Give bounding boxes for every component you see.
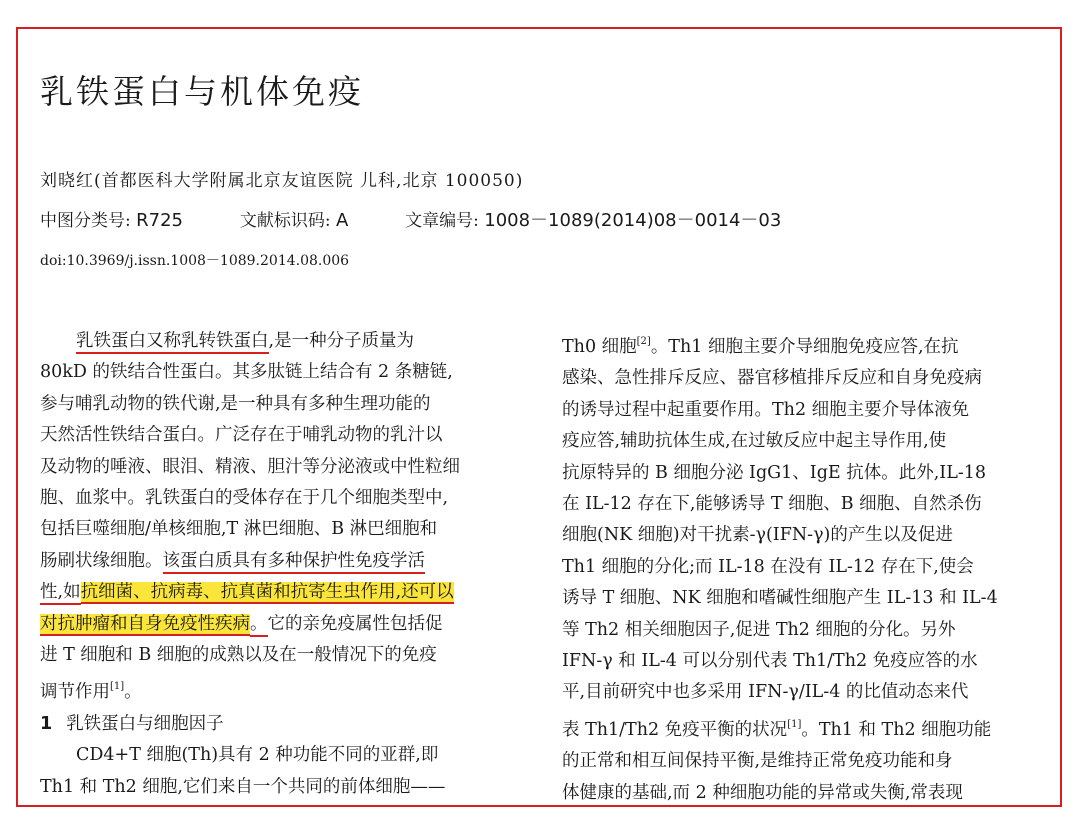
paragraph-line: 进 T 细胞和 B 细胞的成熟以及在一般情况下的免疫 — [40, 645, 437, 666]
class-value: R725 — [136, 210, 184, 231]
paragraph-line: 体健康的基础,而 2 种细胞功能的异常或失衡,常表现 — [562, 782, 963, 803]
paragraph-line: 表 Th1/Th2 免疫平衡的状况[1]。Th1 和 Th2 细胞功能 — [562, 718, 992, 740]
underlined-text: 乳铁蛋白又称乳转铁蛋白 — [76, 331, 269, 354]
paragraph-line: IFN-γ 和 IL-4 可以分别代表 Th1/Th2 免疫应答的水 — [562, 651, 978, 672]
paragraph-line: Th0 细胞[2]。Th1 细胞主要介导细胞免疫应答,在抗 — [562, 336, 959, 357]
left-column — [40, 326, 518, 803]
citation-ref: [2] — [636, 336, 651, 347]
section-heading — [40, 709, 518, 740]
doi-line: doi:10.3969/j.issn.1008－1089.2014.08.006 — [40, 253, 350, 269]
paragraph-line: 调节作用[1]。 — [40, 681, 142, 703]
author-affiliation: 刘晓红(首都医科大学附属北京友谊医院 儿科,北京 100050) — [40, 171, 524, 191]
article-no-value: 1008－1089(2014)08－0014－03 — [484, 210, 782, 231]
paragraph-line: 的正常和相互间保持平衡,是维持正常免疫功能和身 — [562, 751, 953, 772]
paragraph-line: 对抗肿瘤和自身免疫性疾病。它的亲免疫属性包括促 — [40, 609, 518, 640]
underlined-text: 该蛋白质具有多种保护性免疫学活 — [163, 551, 426, 574]
docid-label: 文献标识码: — [239, 211, 331, 231]
paragraph-line: 疫应答,辅助抗体生成,在过敏反应中起主导作用,使 — [562, 431, 947, 452]
paragraph-line: 的诱导过程中起重要作用。Th2 细胞主要介导体液免 — [562, 399, 970, 420]
paragraph-line: Th1 和 Th2 细胞,它们来自一个共同的前体细胞—— — [40, 776, 446, 797]
paragraph-line: 抗原特异的 B 细胞分泌 IgG1、IgE 抗体。此外,IL-18 — [562, 462, 987, 483]
paragraph-line: 胞、血浆中。乳铁蛋白的受体存在于几个细胞类型中, — [40, 488, 449, 509]
paragraph-line — [40, 577, 518, 608]
paragraph-line: 乳铁蛋白又称乳转铁蛋白,是一种分子质量为 — [40, 326, 518, 357]
paragraph-line: 包括巨噬细胞/单核细胞,T 淋巴细胞、B 淋巴细胞和 — [40, 519, 438, 540]
paragraph-line: 感染、急性排斥反应、器官移植排斥反应和自身免疫病 — [562, 368, 982, 389]
article-no-label: 文章编号: — [405, 211, 479, 231]
paragraph-line: Th1 细胞的分化;而 IL-18 在没有 IL-12 存在下,使会 — [562, 556, 974, 577]
paragraph-line: 参与哺乳动物的铁代谢,是一种具有多种生理功能的 — [40, 393, 431, 414]
section-title: 乳铁蛋白与细胞因子 — [66, 713, 224, 734]
paragraph-line: 肠刷状缘细胞。该蛋白质具有多种保护性免疫学活 — [40, 546, 518, 577]
paragraph-line: 诱导 T 细胞、NK 细胞和嗜碱性细胞产生 IL-13 和 IL-4 — [562, 588, 998, 609]
paragraph-line: 在 IL-12 存在下,能够诱导 T 细胞、B 细胞、自然杀伤 — [562, 494, 982, 515]
highlighted-text: 对抗肿瘤和自身免疫性疾病 — [40, 613, 250, 634]
paragraph-line: 平,目前研究中也多采用 IFN-γ/IL-4 的比值动态来代 — [562, 682, 969, 703]
highlighted-text: 抗细菌、抗病毒、抗真菌和抗寄生虫作用,还可以 — [80, 582, 454, 603]
paragraph-line: 细胞(NK 细胞)对干扰素-γ(IFN-γ)的产生以及促进 — [562, 525, 953, 546]
citation-ref: [1] — [110, 681, 125, 693]
paragraph-line: 及动物的唾液、眼泪、精液、胆汁等分泌液或中性粒细 — [40, 456, 460, 477]
underlined-text: 性,如 — [40, 582, 81, 605]
paragraph-line: 天然活性铁结合蛋白。广泛存在于哺乳动物的乳汁以 — [40, 425, 443, 446]
citation-ref: [1] — [787, 718, 802, 730]
article-title: 乳铁蛋白与机体免疫 — [40, 72, 364, 111]
docid-value: A — [335, 210, 349, 231]
paragraph-line: 等 Th2 相关细胞因子,促进 Th2 细胞的分化。另外 — [562, 619, 956, 640]
section-number: 1 — [40, 713, 53, 734]
paragraph-line: 80kD 的铁结合性蛋白。其多肽链上结合有 2 条糖链, — [40, 362, 453, 383]
paragraph-line: CD4+T 细胞(Th)具有 2 种功能不同的亚群,即 — [76, 745, 439, 766]
class-label: 中图分类号: — [40, 211, 131, 231]
right-column — [562, 326, 1042, 809]
classification-line — [40, 206, 781, 232]
